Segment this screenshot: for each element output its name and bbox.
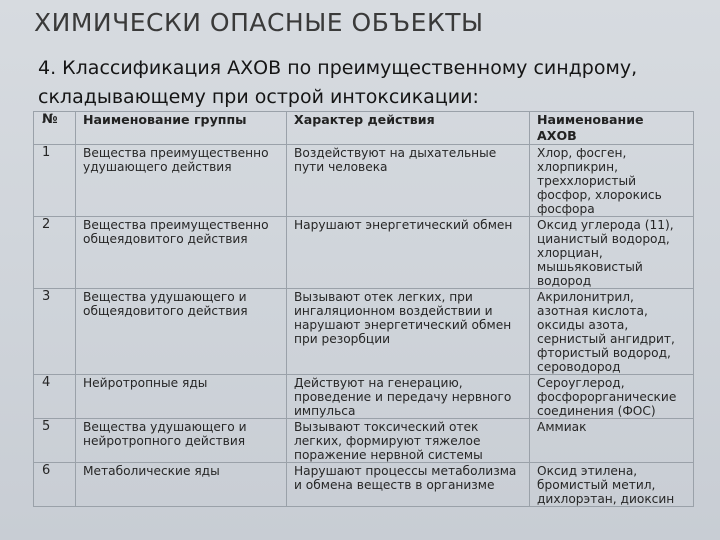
table-row xyxy=(34,145,694,217)
row-action: Нарушают процессы метаболизма и обмена веществ в организме xyxy=(287,463,530,507)
row-substances: Оксид этилена, бромистый метил, дихлорэтан, диоксин xyxy=(530,463,694,507)
row-group: Вещества преимущественно удушающего действия xyxy=(76,145,287,217)
row-substances: Оксид углерода (11), цианистый водород, хлорциан, мышьяковистый водород xyxy=(530,217,694,289)
row-substances: Акрилонитрил, азотная кислота, оксиды азота, сернистый ангидрит, фтористый водород, сероводород xyxy=(530,289,694,375)
table-row xyxy=(34,217,694,289)
row-action: Воздействуют на дыхательные пути человека xyxy=(287,145,530,217)
row-action: Вызывают отек легких, при ингаляционном воздействии и нарушают энергетический обмен при резорбции xyxy=(287,289,530,375)
row-number: 4 xyxy=(34,375,76,419)
row-group: Вещества удушающего и нейротропного действия xyxy=(76,419,287,463)
row-substances: Хлор, фосген, хлорпикрин, треххлористый фосфор, хлорокись фосфора xyxy=(530,145,694,217)
row-number: 5 xyxy=(34,419,76,463)
slide-subtitle: 4. Классификация АХОВ по преимущественному синдрому, складывающему при острой интоксикации: xyxy=(38,57,638,108)
header-number: № xyxy=(34,112,76,145)
table-header-row xyxy=(34,112,694,145)
row-number: 3 xyxy=(34,289,76,375)
classification-table xyxy=(33,111,694,507)
row-action: Вызывают токсический отек легких, формируют тяжелое поражение нервной системы xyxy=(287,419,530,463)
row-substances: Сероуглерод, фосфорорганические соединения (ФОС) xyxy=(530,375,694,419)
header-action-type: Характер действия xyxy=(287,112,530,145)
row-group: Нейротропные яды xyxy=(76,375,287,419)
row-group: Вещества удушающего и общеядовитого действия xyxy=(76,289,287,375)
row-group: Метаболические яды xyxy=(76,463,287,507)
table-row xyxy=(34,375,694,419)
row-action: Нарушают энергетический обмен xyxy=(287,217,530,289)
table-row xyxy=(34,419,694,463)
row-substances: Аммиак xyxy=(530,419,694,463)
row-number: 6 xyxy=(34,463,76,507)
row-action: Действуют на генерацию, проведение и передачу нервного импульса xyxy=(287,375,530,419)
row-number: 1 xyxy=(34,145,76,217)
table-row xyxy=(34,289,694,375)
row-number: 2 xyxy=(34,217,76,289)
slide-title: ХИМИЧЕСКИ ОПАСНЫЕ ОБЪЕКТЫ xyxy=(34,8,484,37)
header-substance-names: Наименование АХОВ xyxy=(530,112,694,145)
header-group-name: Наименование группы xyxy=(76,112,287,145)
table-row xyxy=(34,463,694,507)
row-group: Вещества преимущественно общеядовитого действия xyxy=(76,217,287,289)
